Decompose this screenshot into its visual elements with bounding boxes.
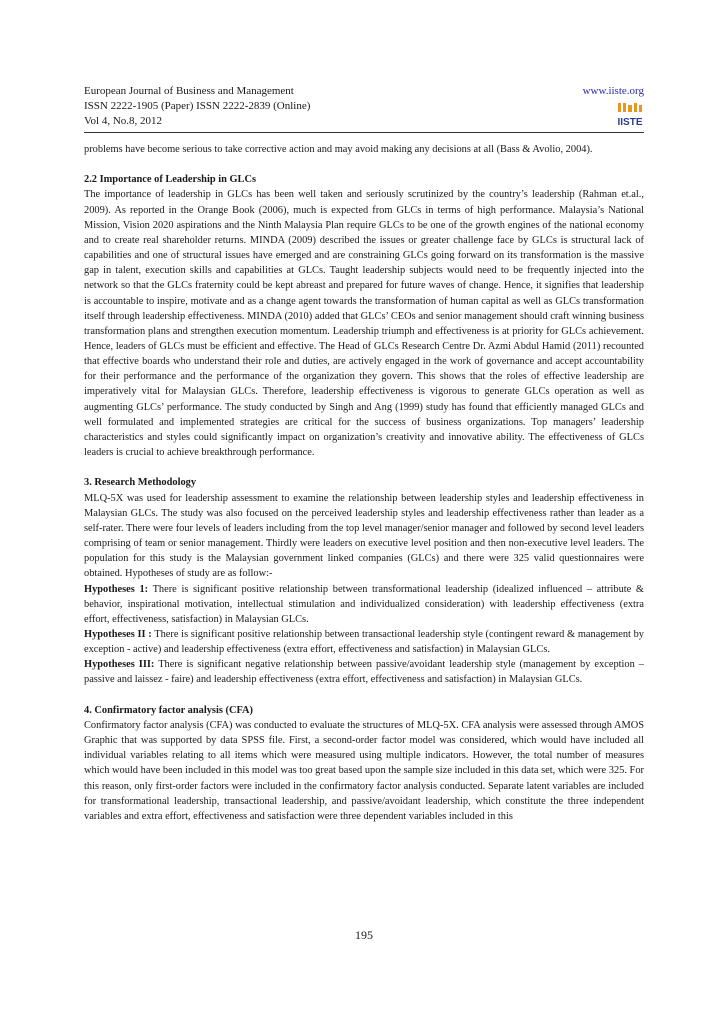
hypothesis-3	[84, 657, 644, 687]
hypothesis-label: Hypotheses III:	[84, 659, 155, 671]
volume-line: Vol 4, No.8, 2012	[84, 115, 163, 127]
section-heading: 3. Research Methodology	[84, 477, 197, 489]
hypothesis-text: There is significant positive relationship between transformational leadership (idealized influenced – attribute & behavior, inspirational motivation, intellectual stimulation and individualized consideration) with leadership effectiveness (extra effort, effectiveness, satisfaction) in Malaysian GLCs.	[84, 583, 644, 625]
page-header	[84, 84, 644, 132]
section-heading: 4. Confirmatory factor analysis (CFA)	[84, 704, 254, 716]
section-paragraph: The importance of leadership in GLCs has been well taken and seriously scrutinized by the country’s leadership (Rahman et.al., 2009). As reported in the Orange Book (2006), much is expected from GLCs in terms of high performance. Malaysia’s National Mission, Vision 2020 aspirations and the Ninth Malaysia Plan require GLCs to be one of the growth engines of the national economy and to create real shareholder returns. MINDA (2009) described the issues or greater challenge face by GLCs is structural lack of capabilities and one of structural issues have emerged and are constraining GLCs going forward on its transformation is the massive gap in talent, execution skills and capabilities at GLCs. Taught leadership subjects would need to be frequently injected into the network so that the GLCs fraternity could be kept abreast and prepared for future waves of change. Hence, it signifies that leadership is accountable to inspire, motivate and as a change agent towards the transformation of human capital as well as GLCs transformation itself through leadership effectiveness. MINDA (2010) added that GLCs’ CEOs and senior management should craft winning business transformation plans and strengthen execution momentum. Leadership triumph and effectiveness is at priority for GLCs achievement. Hence, leaders of GLCs must be efficient and effective. The Head of GLCs Research Centre Dr. Azmi Abdul Hamid (2011) recounted that effective boards who understand their role and duties, are actively engaged in the work of governance and accept accountability for their performance and the performance of the organization they govern. This shows that the roles of effective leadership are imperatively vital for Malaysian GLCs. Therefore, leadership effectiveness is vigorous to generate GLCs operation as well as augmenting GLCs’ performance. The study conducted by Singh and Ang (1999) study has found that efficiently managed GLCs and well formulated and implemented strategies are critical for the success of business organizations. Top managers’ leadership characteristics and styles could significantly impact on organization’s creativity and innovative ability. The effectiveness of GLCs leaders is crucial to achieve breakthrough performance.	[84, 189, 644, 459]
article-body	[84, 142, 644, 824]
section-importance-of-leadership	[84, 172, 644, 460]
hypothesis-2	[84, 627, 644, 657]
header-rule	[84, 132, 644, 133]
hypothesis-label: Hypotheses 1:	[84, 583, 149, 595]
journal-url-link[interactable]: www.iiste.org	[582, 85, 644, 97]
section-heading: 2.2 Importance of Leadership in GLCs	[84, 174, 257, 186]
section-research-methodology	[84, 475, 644, 687]
journal-page	[84, 84, 644, 839]
issn-line: ISSN 2222-1905 (Paper) ISSN 2222-2839 (Online)	[84, 100, 311, 112]
section-paragraph: Confirmatory factor analysis (CFA) was conducted to evaluate the structures of MLQ-5X. CFA analysis were assessed through AMOS Graphic that was supported by data SPSS file. First, a second-order factor model was considered, which would have included all individual variables relating to all items which were measured using multiple indicators. However, the total number of measures which would have been included in this model was too great based upon the sample size included in this data set, which were 325. For this reason, only first-order factors were included in the confirmatory factor analysis conducted. Separate latent variables are included for transformational leadership, transactional leadership, and passive/avoidant leadership, which constitute the three independent variables and extra effort, effectiveness and satisfaction were three dependent variables included in this	[84, 719, 644, 822]
hypothesis-label: Hypotheses II :	[84, 628, 152, 640]
logo-text: IISTE	[617, 117, 643, 127]
iiste-logo-icon	[616, 101, 644, 127]
intro-paragraph: problems have become serious to take corrective action and may avoid making any decisions at all (Bass & Avolio, 2004).	[84, 144, 593, 155]
hypothesis-text: There is significant negative relationship between passive/avoidant leadership style (management by exception – passive and laissez - faire) and leadership effectiveness (extra effort, effectiveness and satisfaction) in Malaysian GLCs.	[84, 659, 644, 686]
hypothesis-text: There is significant positive relationship between transactional leadership style (contingent reward & management by exception - active) and leadership effectiveness (extra effort, effectiveness and satisfaction) in Malaysian GLCs.	[84, 628, 645, 656]
hypothesis-1	[84, 582, 644, 627]
page-number: 195	[355, 928, 373, 942]
section-confirmatory-factor-analysis	[84, 703, 644, 824]
section-paragraph: MLQ-5X was used for leadership assessment to examine the relationship between leadership styles and leadership effectiveness in Malaysian GLCs. The study was also focused on the perceived leadership styles and leadership effectiveness rather than leader as a self-rater. There were four levels of leaders including from the top level manager/senior manager and followed by second level leaders comprising of team or senior management. Thirdly were leaders on executive level position and then non-executive level leaders. The population for this study is the Malaysian government linked companies (GLCs) and there were 325 valid questionnaires were obtained. Hypotheses of study are as follow:-	[84, 492, 644, 580]
journal-title: European Journal of Business and Management	[84, 85, 294, 97]
